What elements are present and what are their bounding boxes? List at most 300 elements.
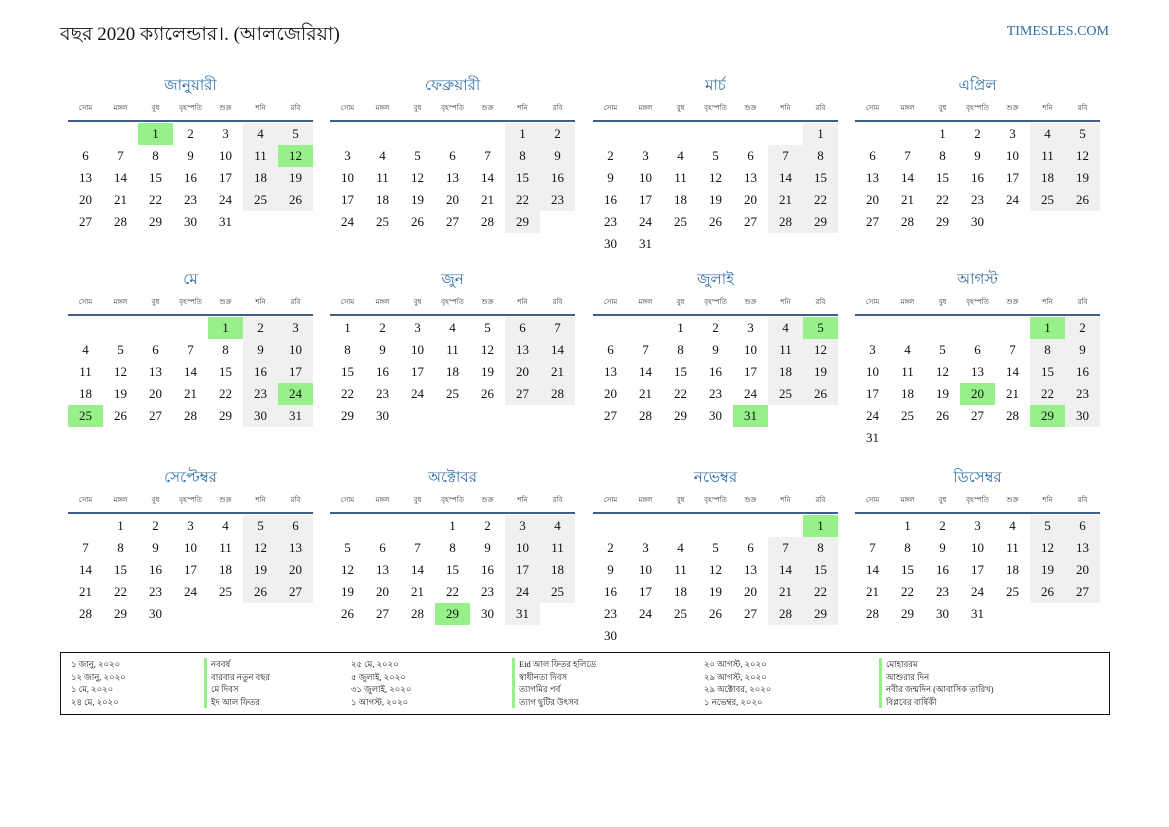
- day-cell: 4: [82, 342, 89, 357]
- day-cell: 13: [744, 562, 757, 577]
- day-cell: 21: [639, 386, 652, 401]
- weekday-label: শুক্র: [481, 496, 494, 504]
- month-name: এপ্রিল: [958, 78, 997, 94]
- days-grid: [68, 317, 313, 427]
- month-name: ডিসেম্বর: [953, 470, 1002, 486]
- day-cell: 7: [1009, 342, 1016, 357]
- day-cell: 26: [803, 383, 838, 405]
- header-divider: [855, 120, 1100, 122]
- weekday-label: শুক্র: [481, 298, 494, 306]
- empty-day-cell: [330, 123, 365, 145]
- day-cell: 15: [446, 562, 459, 577]
- day-cell: 4: [449, 320, 456, 335]
- header-divider: [68, 120, 313, 122]
- day-cell: 6: [747, 540, 754, 555]
- day-cell: 20: [744, 192, 757, 207]
- day-cell: 5: [243, 515, 278, 537]
- day-cell: 7: [642, 342, 649, 357]
- day-cell: 8: [904, 540, 911, 555]
- day-cell: 28: [768, 603, 803, 625]
- day-cell: 30: [149, 606, 162, 621]
- empty-day-cell: [733, 123, 768, 145]
- days-grid: [855, 317, 1100, 449]
- holiday-name: Eid আল ফিতর হলিডে: [519, 659, 597, 669]
- day-cell: 19: [114, 386, 127, 401]
- day-cell: 27: [446, 214, 459, 229]
- day-cell: 14: [114, 170, 127, 185]
- day-cell: 6: [82, 148, 89, 163]
- days-grid: [330, 515, 575, 625]
- day-cell: 5: [1065, 123, 1100, 145]
- day-cell: 6: [747, 148, 754, 163]
- day-cell: 8: [1030, 339, 1065, 361]
- day-cell: 11: [901, 364, 914, 379]
- weekday-label: বৃহস্পতি: [441, 298, 464, 306]
- day-cell: 2: [152, 518, 159, 533]
- day-cell: 3: [414, 320, 421, 335]
- weekday-label: সোম: [865, 298, 880, 306]
- day-cell: 9: [379, 342, 386, 357]
- weekday-label: শনি: [1042, 298, 1053, 306]
- weekday-label: মঙ্গল: [638, 104, 653, 112]
- month-name: অক্টোবর: [427, 470, 478, 486]
- day-cell: 20: [744, 584, 757, 599]
- holiday-day-cell: 29: [435, 603, 470, 625]
- day-cell: 6: [1065, 515, 1100, 537]
- day-cell: 24: [744, 386, 757, 401]
- day-cell: 10: [639, 562, 652, 577]
- weekday-label: শুক্র: [744, 104, 757, 112]
- weekday-label: বুধ: [413, 496, 422, 504]
- day-cell: 29: [341, 408, 354, 423]
- day-cell: 23: [936, 584, 949, 599]
- day-cell: 14: [411, 562, 424, 577]
- day-cell: 22: [803, 189, 838, 211]
- empty-day-cell: [330, 515, 365, 537]
- holiday-date: ৫ জুলাই, ২০২০: [351, 671, 406, 682]
- day-cell: 20: [149, 386, 162, 401]
- day-cell: 17: [219, 170, 232, 185]
- day-cell: 17: [341, 192, 354, 207]
- day-cell: 17: [971, 562, 984, 577]
- day-cell: 5: [344, 540, 351, 555]
- weekday-label: শনি: [1042, 496, 1053, 504]
- day-cell: 9: [540, 145, 575, 167]
- day-cell: 28: [1006, 408, 1019, 423]
- day-cell: 26: [481, 386, 494, 401]
- empty-day-cell: [890, 123, 925, 145]
- day-cell: 7: [484, 148, 491, 163]
- empty-day-cell: [768, 515, 803, 537]
- holiday-name: বিপ্লবের বার্ষিকী: [886, 696, 937, 707]
- day-cell: 24: [971, 584, 984, 599]
- day-cell: 9: [152, 540, 159, 555]
- empty-day-cell: [663, 123, 698, 145]
- day-cell: 12: [481, 342, 494, 357]
- weekday-label: রবি: [290, 298, 301, 306]
- holiday-names-col-1: [204, 658, 270, 708]
- day-cell: 4: [222, 518, 229, 533]
- day-cell: 30: [481, 606, 494, 621]
- holiday-date: ২০ আগস্ট, ২০২০: [704, 659, 767, 669]
- day-cell: 2: [379, 320, 386, 335]
- weekday-label: মঙ্গল: [375, 298, 390, 306]
- day-cell: 30: [184, 214, 197, 229]
- day-cell: 20: [376, 584, 389, 599]
- day-cell: 9: [187, 148, 194, 163]
- empty-day-cell: [628, 515, 663, 537]
- day-cell: 17: [505, 559, 540, 581]
- days-grid: [593, 123, 838, 255]
- empty-day-cell: [663, 515, 698, 537]
- day-cell: 19: [341, 584, 354, 599]
- holiday-name: মে দিবস: [211, 684, 239, 694]
- holiday-name: নবীর জন্মদিন (আবাসিক তারিখ): [886, 684, 994, 694]
- day-cell: 23: [481, 584, 494, 599]
- month-name: সেপ্টেম্বর: [164, 470, 217, 486]
- day-cell: 3: [869, 342, 876, 357]
- day-cell: 31: [505, 603, 540, 625]
- weekday-header: [593, 98, 838, 118]
- day-cell: 24: [184, 584, 197, 599]
- day-cell: 9: [607, 562, 614, 577]
- day-cell: 26: [936, 408, 949, 423]
- holiday-date: ১ আগস্ট, ২০২০: [351, 696, 409, 707]
- day-cell: 3: [505, 515, 540, 537]
- days-grid: [68, 123, 313, 233]
- day-cell: 27: [376, 606, 389, 621]
- month-name: নভেম্বর: [693, 470, 738, 486]
- day-cell: 29: [219, 408, 232, 423]
- header-divider: [330, 314, 575, 316]
- weekday-label: বৃহস্পতি: [179, 298, 202, 306]
- weekday-label: বুধ: [676, 104, 685, 112]
- empty-day-cell: [698, 515, 733, 537]
- weekday-label: শুক্র: [1006, 104, 1019, 112]
- day-cell: 19: [411, 192, 424, 207]
- month-block: [593, 268, 838, 427]
- weekday-label: শনি: [517, 104, 528, 112]
- day-cell: 15: [936, 170, 949, 185]
- empty-day-cell: [470, 123, 505, 145]
- day-cell: 22: [901, 584, 914, 599]
- weekday-label: শনি: [517, 298, 528, 306]
- holiday-name: ত্যাগমির পর্ব: [519, 684, 561, 694]
- day-cell: 5: [414, 148, 421, 163]
- day-cell: 13: [149, 364, 162, 379]
- day-cell: 3: [187, 518, 194, 533]
- day-cell: 4: [379, 148, 386, 163]
- weekday-header: [68, 292, 313, 312]
- day-cell: 7: [768, 537, 803, 559]
- day-cell: 6: [449, 148, 456, 163]
- day-cell: 9: [974, 148, 981, 163]
- day-cell: 16: [376, 364, 389, 379]
- empty-day-cell: [855, 123, 890, 145]
- day-cell: 23: [604, 214, 617, 229]
- day-cell: 16: [604, 192, 617, 207]
- day-cell: 5: [278, 123, 313, 145]
- day-cell: 27: [149, 408, 162, 423]
- month-name: মে: [183, 272, 198, 288]
- empty-day-cell: [68, 515, 103, 537]
- site-link[interactable]: TIMESLES.COM: [1006, 24, 1109, 39]
- holidays-box: [60, 652, 1110, 715]
- day-cell: 27: [604, 408, 617, 423]
- day-cell: 25: [901, 408, 914, 423]
- day-cell: 12: [341, 562, 354, 577]
- day-cell: 8: [803, 537, 838, 559]
- day-cell: 28: [901, 214, 914, 229]
- month-name: মার্চ: [705, 78, 726, 94]
- day-cell: 11: [1030, 145, 1065, 167]
- day-cell: 8: [344, 342, 351, 357]
- day-cell: 30: [604, 628, 617, 643]
- day-cell: 4: [540, 515, 575, 537]
- day-cell: 2: [243, 317, 278, 339]
- day-cell: 31: [278, 405, 313, 427]
- day-cell: 27: [744, 606, 757, 621]
- holiday-date: ২৯ আগস্ট, ২০২০: [704, 671, 767, 682]
- day-cell: 5: [712, 148, 719, 163]
- day-cell: 10: [411, 342, 424, 357]
- day-cell: 18: [674, 192, 687, 207]
- holiday-date: ২৫ মে, ২০২০: [351, 659, 399, 669]
- day-cell: 6: [974, 342, 981, 357]
- day-cell: 29: [114, 606, 127, 621]
- day-cell: 8: [222, 342, 229, 357]
- weekday-label: রবি: [815, 104, 826, 112]
- day-cell: 4: [1009, 518, 1016, 533]
- day-cell: 10: [639, 170, 652, 185]
- day-cell: 13: [79, 170, 92, 185]
- weekday-label: সোম: [340, 298, 355, 306]
- day-cell: 15: [114, 562, 127, 577]
- day-cell: 10: [278, 339, 313, 361]
- weekday-label: বৃহস্পতি: [966, 104, 989, 112]
- day-cell: 25: [446, 386, 459, 401]
- day-cell: 28: [540, 383, 575, 405]
- day-cell: 16: [149, 562, 162, 577]
- day-cell: 31: [219, 214, 232, 229]
- empty-day-cell: [400, 515, 435, 537]
- holiday-name: ইদ আল ফিতর: [211, 696, 261, 707]
- day-cell: 16: [243, 361, 278, 383]
- day-cell: 10: [505, 537, 540, 559]
- day-cell: 29: [149, 214, 162, 229]
- empty-day-cell: [400, 123, 435, 145]
- day-cell: 9: [484, 540, 491, 555]
- weekday-label: সোম: [78, 496, 93, 504]
- day-cell: 2: [1065, 317, 1100, 339]
- holiday-day-cell: 1: [1030, 317, 1065, 339]
- day-cell: 6: [607, 342, 614, 357]
- day-cell: 10: [1006, 148, 1019, 163]
- weekday-label: রবি: [815, 298, 826, 306]
- holiday-name: ত্যাগ ছুটির উৎসব: [519, 696, 579, 707]
- header-divider: [593, 314, 838, 316]
- holiday-day-cell: 1: [138, 123, 173, 145]
- day-cell: 13: [376, 562, 389, 577]
- day-cell: 18: [446, 364, 459, 379]
- day-cell: 4: [677, 148, 684, 163]
- day-cell: 14: [79, 562, 92, 577]
- weekday-label: মঙ্গল: [900, 298, 915, 306]
- day-cell: 22: [341, 386, 354, 401]
- day-cell: 15: [1030, 361, 1065, 383]
- day-cell: 17: [411, 364, 424, 379]
- holiday-name: নববর্ষ: [211, 659, 231, 669]
- empty-day-cell: [890, 317, 925, 339]
- weekday-label: শনি: [780, 496, 791, 504]
- day-cell: 11: [674, 562, 687, 577]
- day-cell: 13: [744, 170, 757, 185]
- days-grid: [68, 515, 313, 625]
- days-grid: [593, 515, 838, 647]
- empty-day-cell: [593, 515, 628, 537]
- day-cell: 18: [901, 386, 914, 401]
- day-cell: 28: [411, 606, 424, 621]
- weekday-label: মঙ্গল: [375, 496, 390, 504]
- month-block: [855, 466, 1100, 625]
- weekday-label: সোম: [865, 104, 880, 112]
- day-cell: 10: [744, 342, 757, 357]
- day-cell: 6: [152, 342, 159, 357]
- day-cell: 3: [1009, 126, 1016, 141]
- month-name: জুলাই: [697, 272, 734, 288]
- header-divider: [68, 512, 313, 514]
- day-cell: 22: [674, 386, 687, 401]
- day-cell: 14: [540, 339, 575, 361]
- day-cell: 4: [677, 540, 684, 555]
- day-cell: 22: [114, 584, 127, 599]
- holiday-day-cell: 1: [803, 515, 838, 537]
- day-cell: 18: [1030, 167, 1065, 189]
- day-cell: 7: [869, 540, 876, 555]
- holiday-date: ২৪ মে, ২০২০: [71, 696, 119, 707]
- day-cell: 30: [971, 214, 984, 229]
- day-cell: 5: [939, 342, 946, 357]
- holiday-day-cell: 5: [803, 317, 838, 339]
- day-cell: 26: [243, 581, 278, 603]
- weekday-label: সোম: [603, 496, 618, 504]
- day-cell: 26: [278, 189, 313, 211]
- weekday-label: বৃহস্পতি: [966, 298, 989, 306]
- weekday-label: রবি: [1077, 298, 1088, 306]
- days-grid: [330, 317, 575, 427]
- day-cell: 21: [540, 361, 575, 383]
- weekday-label: শুক্র: [219, 104, 232, 112]
- day-cell: 27: [971, 408, 984, 423]
- weekday-label: রবি: [552, 298, 563, 306]
- day-cell: 26: [709, 606, 722, 621]
- empty-day-cell: [68, 317, 103, 339]
- day-cell: 11: [1006, 540, 1019, 555]
- weekday-label: মঙ্গল: [113, 496, 128, 504]
- header-divider: [593, 512, 838, 514]
- holiday-dates-col-3: [704, 658, 771, 708]
- day-cell: 23: [540, 189, 575, 211]
- day-cell: 6: [505, 317, 540, 339]
- weekday-label: মঙ্গল: [113, 104, 128, 112]
- weekday-label: শনি: [255, 298, 266, 306]
- day-cell: 23: [971, 192, 984, 207]
- month-name: জানুয়ারী: [164, 78, 217, 94]
- day-cell: 21: [768, 581, 803, 603]
- day-cell: 17: [639, 584, 652, 599]
- day-cell: 11: [674, 170, 687, 185]
- day-cell: 10: [866, 364, 879, 379]
- day-cell: 11: [376, 170, 389, 185]
- weekday-label: বুধ: [151, 104, 160, 112]
- day-cell: 28: [481, 214, 494, 229]
- day-cell: 22: [149, 192, 162, 207]
- day-cell: 16: [481, 562, 494, 577]
- empty-day-cell: [173, 317, 208, 339]
- day-cell: 23: [376, 386, 389, 401]
- day-cell: 3: [642, 148, 649, 163]
- holiday-date: ১২ জানু, ২০২০: [71, 671, 126, 682]
- weekday-header: [68, 98, 313, 118]
- day-cell: 29: [674, 408, 687, 423]
- day-cell: 7: [414, 540, 421, 555]
- day-cell: 1: [117, 518, 124, 533]
- day-cell: 7: [82, 540, 89, 555]
- month-block: [330, 268, 575, 427]
- day-cell: 7: [904, 148, 911, 163]
- weekday-label: শনি: [1042, 104, 1053, 112]
- day-cell: 19: [936, 386, 949, 401]
- days-grid: [855, 123, 1100, 233]
- holiday-day-cell: 1: [208, 317, 243, 339]
- day-cell: 14: [768, 167, 803, 189]
- month-name: আগস্ট: [957, 272, 998, 288]
- day-cell: 13: [1065, 537, 1100, 559]
- day-cell: 11: [768, 339, 803, 361]
- weekday-header: [593, 292, 838, 312]
- holiday-day-cell: 31: [733, 405, 768, 427]
- weekday-label: বুধ: [151, 298, 160, 306]
- day-cell: 18: [79, 386, 92, 401]
- holiday-dates-col-1: [71, 658, 126, 708]
- header-divider: [68, 314, 313, 316]
- holiday-day-cell: 29: [1030, 405, 1065, 427]
- day-cell: 11: [540, 537, 575, 559]
- day-cell: 17: [1006, 170, 1019, 185]
- day-cell: 15: [803, 167, 838, 189]
- weekday-label: বুধ: [413, 104, 422, 112]
- day-cell: 21: [79, 584, 92, 599]
- day-cell: 25: [768, 383, 803, 405]
- day-cell: 7: [187, 342, 194, 357]
- day-cell: 16: [604, 584, 617, 599]
- empty-day-cell: [925, 317, 960, 339]
- day-cell: 3: [642, 540, 649, 555]
- day-cell: 21: [1006, 386, 1019, 401]
- weekday-label: বৃহস্পতি: [441, 104, 464, 112]
- day-cell: 9: [939, 540, 946, 555]
- day-cell: 13: [866, 170, 879, 185]
- day-cell: 12: [114, 364, 127, 379]
- day-cell: 5: [1030, 515, 1065, 537]
- weekday-label: সোম: [603, 298, 618, 306]
- day-cell: 18: [768, 361, 803, 383]
- day-cell: 18: [219, 562, 232, 577]
- day-cell: 23: [184, 192, 197, 207]
- day-cell: 23: [243, 383, 278, 405]
- weekday-label: শুক্র: [219, 496, 232, 504]
- day-cell: 6: [278, 515, 313, 537]
